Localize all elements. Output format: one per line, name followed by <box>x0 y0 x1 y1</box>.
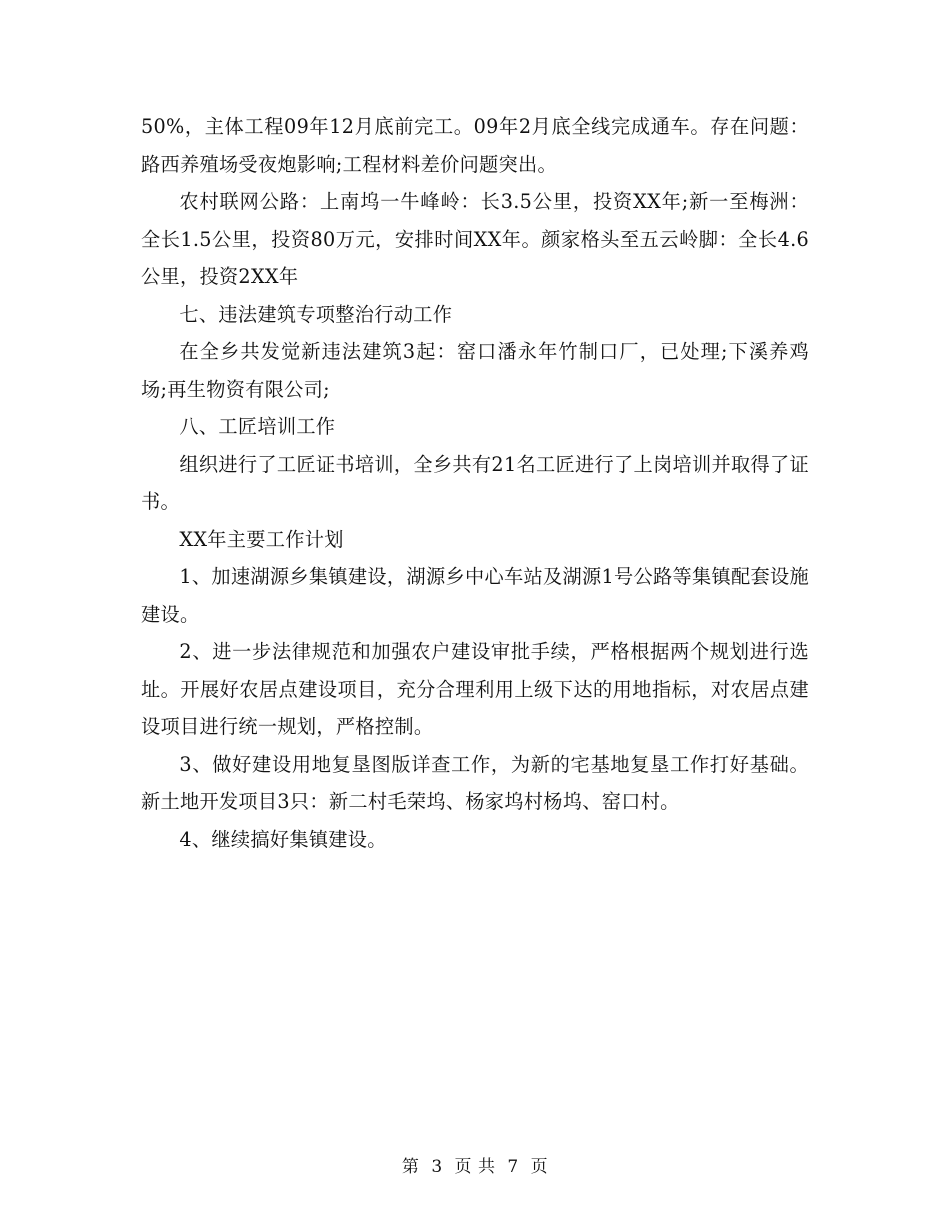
footer-current-page: 3 <box>431 1157 443 1177</box>
section-heading-work-plan: XX年主要工作计划 <box>179 527 344 551</box>
section-heading-craftsman-training: 八、工匠培训工作 <box>179 415 336 438</box>
plan-item-4: 4、继续搞好集镇建设。 <box>179 827 387 851</box>
footer-prefix: 第 <box>401 1157 420 1177</box>
section-heading-illegal-buildings: 七、违法建筑专项整治行动工作 <box>179 302 453 326</box>
paragraph-illegal-buildings: 在全乡共发觉新违法建筑3起：窑口潘永年竹制口厂，已处理;下溪养鸡场;再生物资有限公司; <box>141 340 809 401</box>
plan-item-2: 2、进一步法律规范和加强农户建设审批手续，严格根据两个规划进行选址。开展好农居点建设项目，充分合理利用上级下达的用地指标，对农居点建设项目进行统一规划，严格控制。 <box>141 640 809 738</box>
paragraph-rural-roads: 农村联网公路：上南坞一牛峰岭：长3.5公里，投资XX年;新一至梅洲：全长1.5公里，投资80万元，安排时间XX年。颜家格头至五云岭脚：全长4.6公里，投资2XX年 <box>141 190 809 288</box>
footer-total-pages: 7 <box>507 1157 519 1177</box>
paragraph-craftsman-training: 组织进行了工匠证书培训，全乡共有21名工匠进行了上岗培训并取得了证书。 <box>141 452 809 513</box>
page-footer <box>0 1156 950 1178</box>
paragraph-road-progress: 50%，主体工程09年12月底前完工。09年2月底全线完成通车。存在问题：路西养殖场受夜炮影响;工程材料差价问题突出。 <box>141 115 809 176</box>
plan-item-3: 3、做好建设用地复垦图版详查工作，为新的宅基地复垦工作打好基础。新土地开发项目3只：新二村毛荣坞、杨家坞村杨坞、窑口村。 <box>141 752 809 813</box>
plan-item-1: 1、加速湖源乡集镇建设，湖源乡中心车站及湖源1号公路等集镇配套设施建设。 <box>141 565 809 626</box>
footer-suffix: 页 <box>530 1157 549 1177</box>
document-body <box>141 108 809 858</box>
footer-middle: 页 共 <box>454 1157 496 1177</box>
